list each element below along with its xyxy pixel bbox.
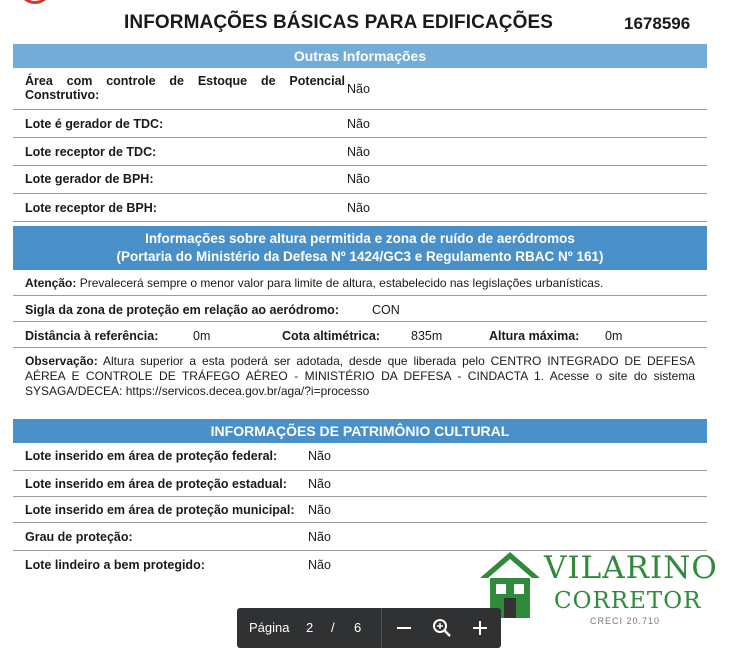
- outras-row-gerador-bph: [13, 166, 707, 194]
- cota-value: 835m: [411, 329, 443, 343]
- patrimonio-row-municipal: [13, 497, 707, 523]
- page-separator: /: [331, 620, 335, 635]
- atencao-text: Prevalecerá sempre o menor valor para limite de altura, estabelecido nas legislações urbanísticas.: [79, 276, 604, 290]
- header-line-2: (Portaria do Ministério da Defesa Nº 1424/GC3 e Regulamento RBAC Nº 161): [116, 249, 604, 264]
- altura-value: 0m: [605, 329, 623, 343]
- document-header: [0, 0, 734, 42]
- document-number: 1678596: [624, 14, 691, 33]
- document-title: INFORMAÇÕES BÁSICAS PARA EDIFICAÇÕES: [124, 12, 554, 33]
- outras-row-receptor-bph: [13, 194, 707, 222]
- row-value: Não: [308, 558, 331, 572]
- distancia-label: Distância à referência:: [25, 329, 159, 343]
- outras-row-receptor-tdc: [13, 138, 707, 166]
- row-value: Não: [347, 145, 370, 159]
- row-value: Não: [308, 530, 331, 544]
- watermark-name: VILARINO: [544, 550, 718, 586]
- magnifier-icon[interactable]: [432, 618, 452, 638]
- row-label: Lote receptor de TDC:: [25, 145, 157, 159]
- atencao-line: [25, 276, 603, 290]
- row-label: Grau de proteção:: [25, 530, 133, 544]
- current-page[interactable]: 2: [306, 620, 314, 635]
- observacao-label: Observação:: [25, 354, 98, 368]
- section-header-altura: [13, 226, 707, 270]
- altura-row-atencao: [13, 270, 707, 296]
- cota-label: Cota altimétrica:: [282, 329, 380, 343]
- row-label: Lote gerador de BPH:: [25, 172, 154, 186]
- patrimonio-row-grau: [13, 523, 707, 551]
- toolbar-divider: [381, 608, 382, 648]
- altura-row-medidas: [13, 322, 707, 348]
- altura-row-sigla: [13, 296, 707, 322]
- watermark-subtitle: CORRETOR: [554, 588, 702, 614]
- watermark: [478, 548, 728, 626]
- row-label: Sigla da zona de proteção em relação ao aeródromo:: [25, 303, 339, 317]
- plus-icon[interactable]: [471, 619, 489, 637]
- row-label: Lote é gerador de TDC:: [25, 117, 164, 131]
- logo-icon: [18, 0, 52, 4]
- patrimonio-row-federal: [13, 443, 707, 471]
- row-label: Lote receptor de BPH:: [25, 201, 157, 215]
- page-label: Página: [249, 620, 290, 635]
- row-label: Área com controle de Estoque de Potencial Construtivo:: [25, 74, 345, 102]
- row-value: Não: [308, 503, 331, 517]
- row-label: Lote lindeiro a bem protegido:: [25, 558, 205, 572]
- row-value: Não: [308, 477, 331, 491]
- row-value: Não: [347, 172, 370, 186]
- row-value: Não: [347, 201, 370, 215]
- row-value: Não: [347, 117, 370, 131]
- outras-row-gerador-tdc: [13, 110, 707, 138]
- section-header-patrimonio: INFORMAÇÕES DE PATRIMÔNIO CULTURAL: [13, 419, 707, 443]
- watermark-creci: CRECI 20.710: [590, 616, 661, 626]
- outras-row-estoque: [13, 68, 707, 110]
- patrimonio-row-estadual: [13, 471, 707, 497]
- row-value: Não: [347, 82, 370, 96]
- section-header-outras: Outras Informações: [13, 44, 707, 68]
- row-label: Lote inserido em área de proteção federal:: [25, 449, 278, 463]
- observacao-text: Altura superior a esta poderá ser adotada, desde que liberada pelo CENTRO INTEGRADO DE DEFESA AÉREA E CONTROLE DE TRÁFEGO AÉREO - MINISTÉRIO DA DEFESA - CINDACTA 1. Acesse o site do sistema SYSAGA/DECEA: https://servicos.decea.gov.br/aga/?i=processo: [25, 354, 696, 398]
- row-label: Lote inserido em área de proteção estadual:: [25, 477, 287, 491]
- altura-label: Altura máxima:: [489, 329, 580, 343]
- observacao-paragraph: [25, 354, 695, 399]
- row-label: Lote inserido em área de proteção municipal:: [25, 503, 295, 517]
- sigla-value: CON: [372, 303, 400, 317]
- total-pages: 6: [354, 620, 362, 635]
- minus-icon[interactable]: [395, 619, 413, 637]
- distancia-value: 0m: [193, 329, 211, 343]
- row-value: Não: [308, 449, 331, 463]
- atencao-label: Atenção:: [25, 276, 77, 290]
- header-line-1: Informações sobre altura permitida e zona de ruído de aeródromos: [145, 231, 575, 246]
- page-navigator: [237, 608, 501, 648]
